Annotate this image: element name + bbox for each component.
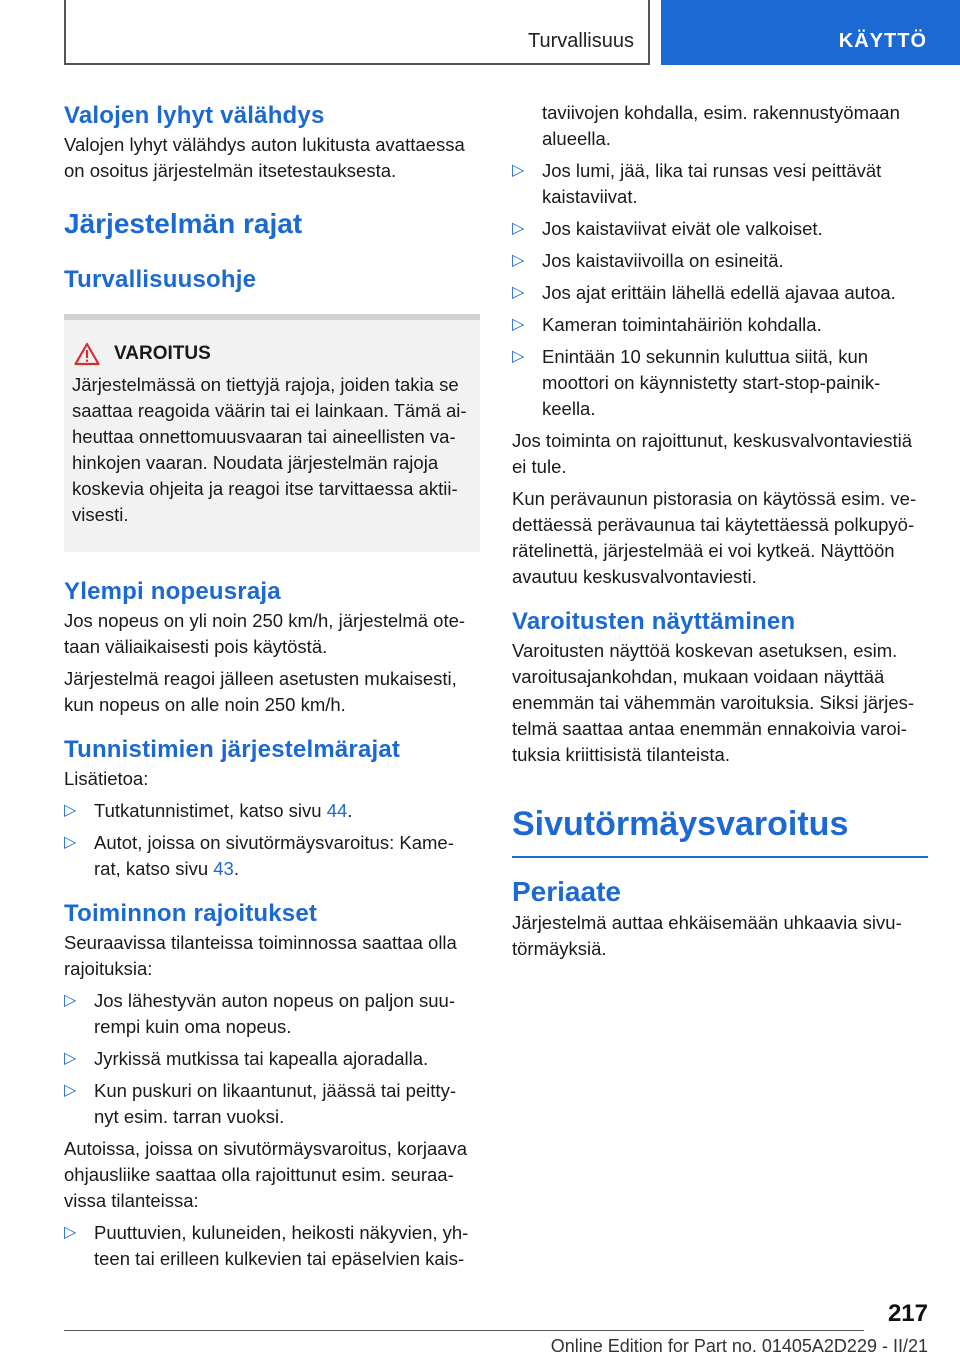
paragraph-steering: Autoissa, joissa on sivutörmäysvaroitus, korjaava ohjausliike saattaa olla rajoittunut esim. seuraa-vissa tilanteissa: <box>64 1138 468 1211</box>
list-item: ▷ Puuttuvien, kuluneiden, heikosti näkyvien, yh-teen tai erilleen kulkevien tai epäselvien kais- <box>64 1222 469 1269</box>
chapter-tab-label: KÄYTTÖ <box>838 30 927 52</box>
heading-light-flash: Valojen lyhyt välähdys <box>64 102 325 129</box>
triangle-bullet-icon: ▷ <box>64 1082 77 1099</box>
header-section-title: Turvallisuus <box>528 30 634 52</box>
paragraph-function-limits: Seuraavissa tilanteissa toiminnossa saattaa olla rajoituksia: <box>64 932 457 979</box>
triangle-bullet-icon: ▷ <box>64 1050 77 1067</box>
heading-principle: Periaate <box>512 876 621 907</box>
list-item: ▷ Jos kaistaviivoilla on esineitä. <box>512 248 928 274</box>
paragraph-light-flash: Valojen lyhyt välähdys auton lukitusta avattaessa on osoitus järjestelmän itsetestauksesta. <box>64 134 465 181</box>
triangle-bullet-icon: ▷ <box>64 834 77 851</box>
triangle-bullet-icon: ▷ <box>64 992 77 1009</box>
warning-title: VAROITUS <box>114 343 211 364</box>
list-item: ▷ Jos kaistaviivat eivät ole valkoiset. <box>512 216 928 242</box>
sensor-list <box>64 798 480 882</box>
left-column <box>64 100 480 1278</box>
footer-edition: Online Edition for Part no. 01405A2D229 - II/21 <box>550 1336 928 1356</box>
list-item: ▷ Enintään 10 sekunnin kuluttua siitä, kun moottori on käynnistetty start-stop-painik-keella. <box>512 346 881 419</box>
list-item: ▷ Jos lumi, jää, lika tai runsas vesi peittävät kaistaviivat. <box>512 160 882 207</box>
triangle-bullet-icon: ▷ <box>512 252 525 269</box>
list-item: ▷ Jos ajat erittäin lähellä edellä ajavaa autoa. <box>512 280 928 306</box>
page-number: 217 <box>887 1300 928 1327</box>
paragraph-no-message: Jos toiminta on rajoittunut, keskusvalvontaviestiä ei tule. <box>512 430 913 477</box>
list-item: ▷ Autot, joissa on sivutörmäysvaroitus: Kame-rat, katso sivu 43. <box>64 832 454 879</box>
header-section-box <box>64 0 650 65</box>
page-link-44[interactable]: 44 <box>326 800 348 821</box>
heading-system-limits: Järjestelmän rajat <box>64 208 303 239</box>
heading-safety-note: Turvallisuusohje <box>64 266 257 293</box>
paragraph-trailer: Kun perävaunun pistorasia on käytössä esim. ve-dettäessä perävaunua tai käytettäessä polkupyö-rätelinettä, järjestelmää ei voi kytkeä. Näyttöön avautuu keskusvalvontaviesti. <box>512 488 917 587</box>
heading-side-collision-warning: Sivutörmäysvaroitus <box>512 802 928 858</box>
continued-list <box>512 100 928 422</box>
triangle-bullet-icon: ▷ <box>512 220 525 237</box>
paragraph-principle: Järjestelmä auttaa ehkäisemään uhkaavia sivu-törmäyksiä. <box>512 912 902 959</box>
warning-triangle-icon <box>74 342 100 366</box>
list-item: ▷ Jos lähestyvän auton nopeus on paljon suu-rempi kuin oma nopeus. <box>64 990 456 1037</box>
warning-header <box>74 342 472 366</box>
warning-text: Järjestelmässä on tiettyjä rajoja, joiden takia se saattaa reagoida väärin tai ei lainkaan. Tämä ai-heuttaa onnettomuusvaaran tai aineellisten va-hinkojen vaaran. Noudata järjestelmän rajoja koskevia ohjeita ja reagoi itse tarvittaessa aktii-visesti. <box>72 374 467 525</box>
triangle-bullet-icon: ▷ <box>512 162 525 179</box>
triangle-bullet-icon: ▷ <box>512 284 525 301</box>
triangle-bullet-icon: ▷ <box>64 802 77 819</box>
heading-warning-display: Varoitusten näyttäminen <box>512 608 796 635</box>
triangle-bullet-icon: ▷ <box>512 348 525 365</box>
chapter-tab[interactable] <box>661 0 960 65</box>
paragraph-speed-2: Järjestelmä reagoi jälleen asetusten mukaisesti, kun nopeus on alle noin 250 km/h. <box>64 668 457 715</box>
page-link-43[interactable]: 43 <box>213 858 234 879</box>
list-item: ▷ Jyrkissä mutkissa tai kapealla ajoradalla. <box>64 1046 480 1072</box>
right-column <box>512 100 928 968</box>
paragraph-speed-1: Jos nopeus on yli noin 250 km/h, järjestelmä ote-taan väliaikaisesti pois käytöstä. <box>64 610 466 657</box>
function-list <box>64 988 480 1130</box>
heading-sensor-limits: Tunnistimien järjestelmärajat <box>64 736 401 763</box>
heading-upper-speed: Ylempi nopeusraja <box>64 578 281 605</box>
footer-divider <box>64 1330 864 1331</box>
list-item: ▷ Kun puskuri on likaantunut, jäässä tai peitty-nyt esim. tarran vuoksi. <box>64 1080 456 1127</box>
triangle-bullet-icon: ▷ <box>64 1224 77 1241</box>
paragraph-more-info: Lisätietoa: <box>64 768 149 789</box>
list-item: ▷ Tutkatunnistimet, katso sivu 44. <box>64 798 480 824</box>
list-item-continued: taviivojen kohdalla, esim. rakennustyömaan alueella. <box>542 102 900 149</box>
steering-list <box>64 1220 480 1272</box>
paragraph-warning-display: Varoitusten näyttöä koskevan asetuksen, esim. varoitusajankohdan, mukaan voidaan näyttää enemmän tai vähemmän varoituksia. Siksi järjes-telmä saattaa antaa enemmän ennakoivia varoi-tuksia kriittisistä tilanteista. <box>512 640 915 765</box>
warning-box <box>64 314 480 552</box>
triangle-bullet-icon: ▷ <box>512 316 525 333</box>
heading-function-limits: Toiminnon rajoitukset <box>64 900 318 927</box>
list-item: ▷ Kameran toimintahäiriön kohdalla. <box>512 312 928 338</box>
